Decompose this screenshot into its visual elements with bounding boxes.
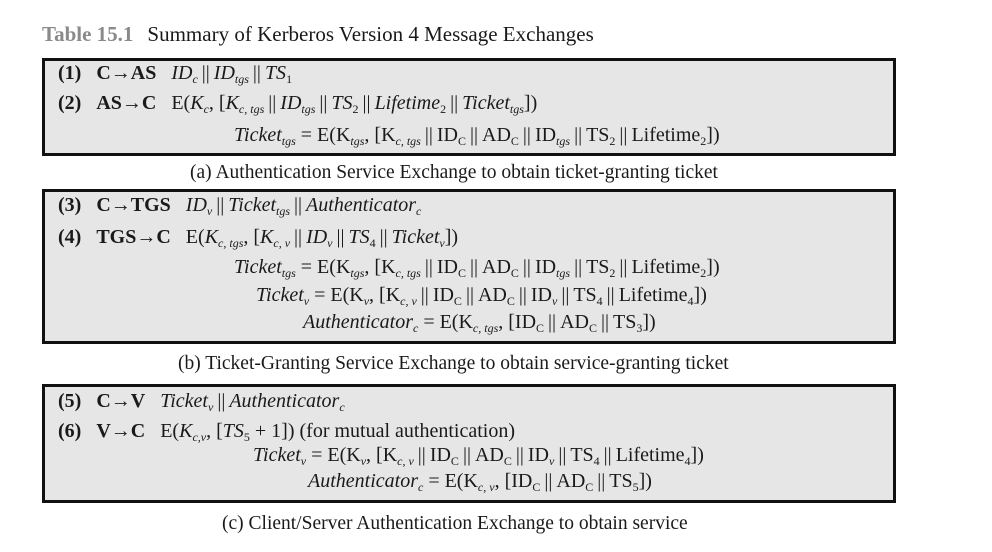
step-6 xyxy=(58,420,515,443)
step-label: (5) xyxy=(58,390,82,412)
step-label: (2) xyxy=(58,92,82,114)
definition-ticket-v: Ticket$_v$ = $E(K_v$, [$K_{c, v}$ || $ID_C$ || $AD_C$ || $ID_v$ || $TS_4$ || Lifetime$_4$]) xyxy=(253,444,704,468)
definition-authenticator: Authenticator$_c$ = $E(K_{c, tgs}$, [$ID_C$ || $AD_C$ || $TS_3$]) xyxy=(303,311,656,335)
step-flow: AS→C xyxy=(96,92,157,114)
step-flow: TGS→C xyxy=(96,226,171,248)
step-2 xyxy=(58,92,537,115)
step-flow: V→C xyxy=(96,420,146,442)
caption-b: (b) Ticket-Granting Service Exchange to obtain service-granting ticket xyxy=(178,353,729,374)
caption-c: (c) Client/Server Authentication Exchange to obtain service xyxy=(222,513,688,534)
definition-ticket-tgs: Ticket$_{tgs}$ = $E(K_{tgs}$, [$K_{c, tgs}$ || $ID_C$ || $AD_C$ || $ID_{tgs}$ || $TS_2$ || Lifetime$_2$]) xyxy=(234,124,720,148)
table-number: Table 15.1 xyxy=(42,22,134,46)
step-flow: C→AS xyxy=(96,62,157,84)
step-flow: C→TGS xyxy=(96,194,171,216)
step-message: $ID_c$ || $ID_{tgs}$ || $TS_1$ xyxy=(171,62,293,86)
step-label: (1) xyxy=(58,62,82,84)
definition-authenticator: Authenticator$_c$ = $E(K_{c, v}$, [$ID_C$ || $AD_C$ || $TS_5$]) xyxy=(308,470,652,494)
step-label: (6) xyxy=(58,420,82,442)
definition-ticket-v: Ticket$_v$ = $E(K_v$, [$K_{c, v}$ || $ID_C$ || $AD_C$ || $ID_v$ || $TS_4$ || Lifetime$_4$]) xyxy=(256,284,707,308)
step-message: $E(K_c$, [$K_{c, tgs}$ || $ID_{tgs}$ || $TS_2$ || Lifetime$_2$ || Ticket$_{tgs}$]) xyxy=(171,92,538,116)
definition-ticket-tgs: Ticket$_{tgs}$ = $E(K_{tgs}$, [$K_{c, tgs}$ || $ID_C$ || $AD_C$ || $ID_{tgs}$ || $TS_2$ || Lifetime$_2$]) xyxy=(234,256,720,280)
step-5 xyxy=(58,390,345,413)
caption-a: (a) Authentication Service Exchange to obtain ticket-granting ticket xyxy=(190,162,718,183)
step-label: (4) xyxy=(58,226,82,248)
step-message: $ID_v$ || Ticket$_{tgs}$ || Authenticator$_c$ xyxy=(185,194,422,218)
step-4 xyxy=(58,226,458,249)
step-message: $E(K_{c, tgs}$, [$K_{c, v}$ || $ID_v$ || $TS_4$ || Ticket$_v$]) xyxy=(185,226,459,250)
step-message: Ticket$_v$ || Authenticator$_c$ xyxy=(160,390,345,414)
table-heading: Summary of Kerberos Version 4 Message Exchanges xyxy=(147,22,594,46)
step-label: (3) xyxy=(58,194,82,216)
table-title xyxy=(42,22,594,47)
step-message: $E(K_{c,v}$, $[TS_5 + 1]$) (for mutual authentication) xyxy=(160,420,515,444)
step-3 xyxy=(58,194,421,217)
step-flow: C→V xyxy=(96,390,146,412)
step-1 xyxy=(58,62,292,85)
